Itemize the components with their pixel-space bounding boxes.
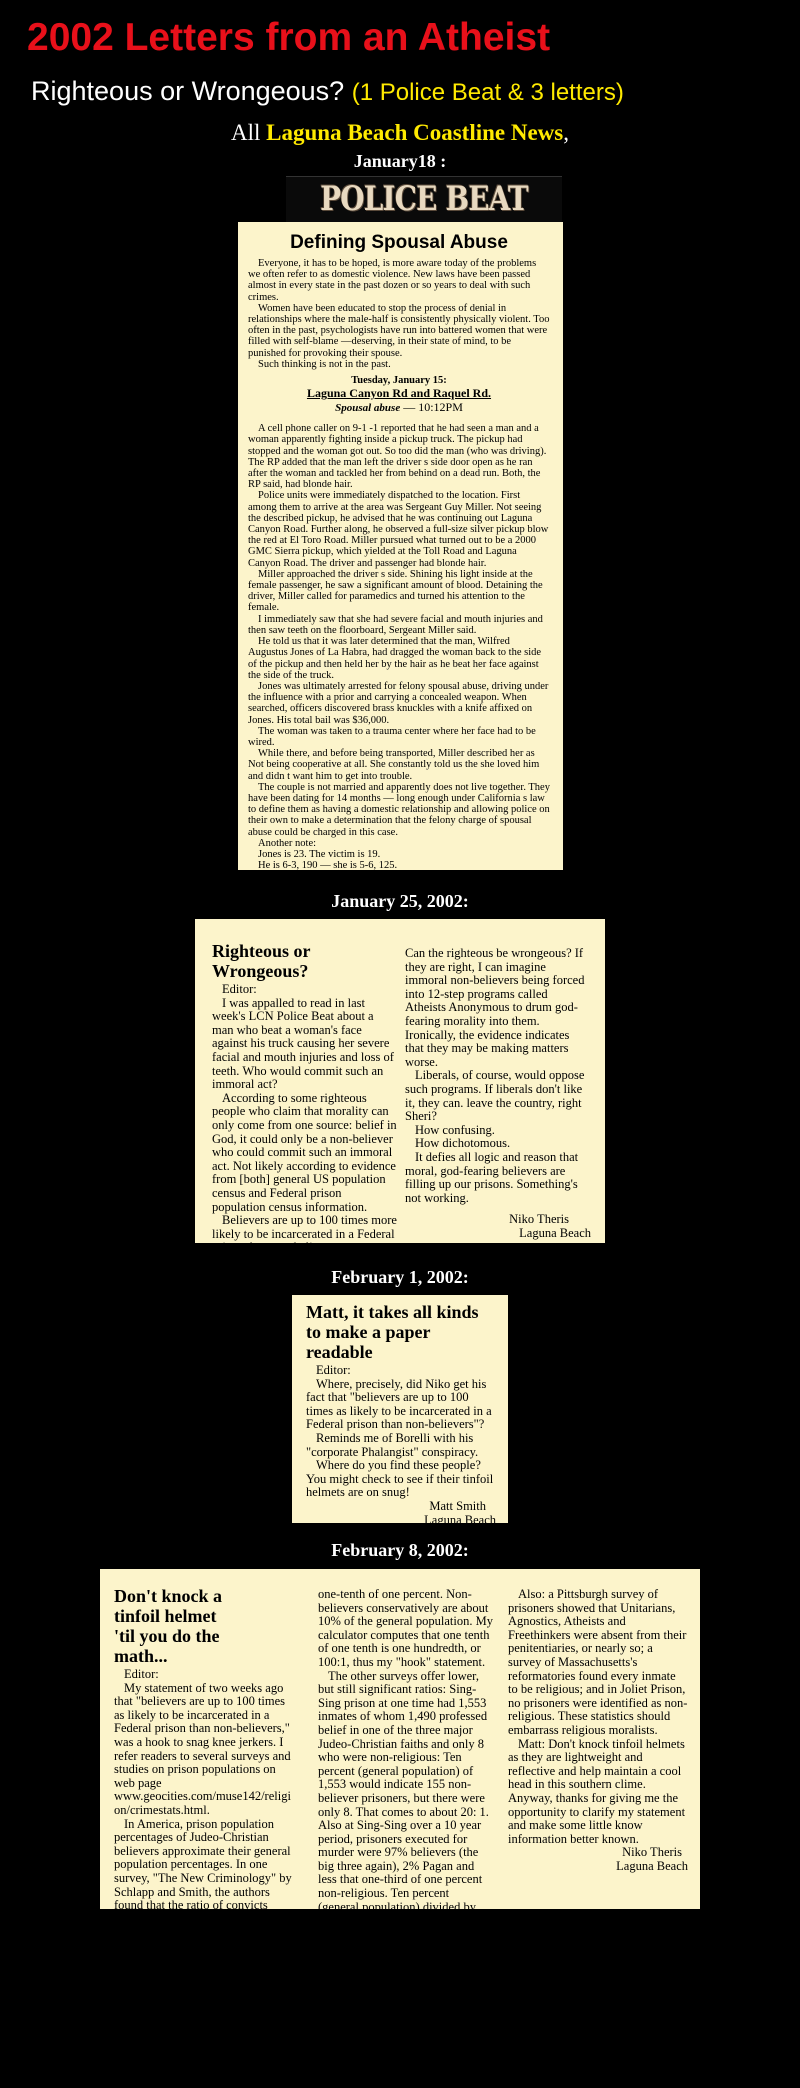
police-beat-location: Laguna Canyon Rd and Raquel Rd.: [306, 386, 492, 401]
body-paragraph: Police units were immediately dispatched to the location. First among them to arrive at the area was Sergeant Guy Miller. Not seeing the described pickup, he advised that he was continuing out Laguna Canyon Road. Further along, he observed a full-size silver pickup blow the red at El Toro Road. Miller pursued what turned out to be a 2000 GMC Sierra pickup, which yielded at the Toll Road and Laguna Canyon Road. The driver and passenger had blonde hair.: [248, 490, 549, 569]
police-beat-intro: [248, 258, 550, 370]
police-beat-banner-text: POLICE BEAT: [320, 179, 528, 219]
letter1-paragraph: Liberals, of course, would oppose such programs. If liberals don't like it, they can. leave the country, right Sheri?: [405, 1068, 585, 1124]
letter2-salutation: Editor:: [316, 1363, 351, 1377]
letter3-heading: Don't knock a tinfoil helmet 'til you do the math...: [114, 1586, 223, 1666]
publication-line: [0, 120, 800, 146]
body-paragraph: He told us that it was later determined that the man, Wilfred Augustus Jones of La Habra, had dragged the woman back to the side of the pickup and then held her by the hair as he beat her face against the side of the truck.: [248, 636, 542, 681]
police-beat-incident: [248, 400, 550, 415]
letter3-paragraph: Also: a Pittsburgh survey of prisoners showed that Unitarians, Agnostics, Atheists and Freethinkers were absent from their penitentiaries, or nearly so; a survey of Massachusetts's reformatories found every inmate to be religious; and in Joliet Prison, no prisoners were identified as non-religious. These statistics should embarrass religious moralists.: [508, 1587, 688, 1737]
date-heading-feb8: February 8, 2002:: [331, 1540, 469, 1560]
letter3-col1: [114, 1586, 296, 1926]
paper-name: Laguna Beach Coastline News: [266, 120, 564, 145]
letter2-heading: Matt, it takes all kinds to make a paper readable: [306, 1302, 479, 1362]
body-paragraph: A cell phone caller on 9-1 -1 reported that he had seen a man and a woman apparently fighting inside a pickup truck. The pickup had stopped and the woman got out. So too did the man (who was driving). The RP added that the man left the driver s side door open as he ran after the woman and tackled her from behind on a dead run. Both, the RP said, had blonde hair.: [248, 423, 547, 491]
letter1-paragraph: Believers are up to 100 times more likely to be incarcerated in a Federal prison than non-believers.: [212, 1213, 397, 1255]
intro-paragraph: Such thinking is not in the past.: [258, 358, 391, 370]
body-paragraph: Miller approached the driver s side. Shining his light inside at the female passenger, he saw a significant amount of blood. Detaining the driver, Miller called for paramedics and turned his attention to the female.: [248, 568, 543, 614]
letter2-panel: [292, 1295, 508, 1527]
police-beat-banner: [286, 176, 562, 223]
police-beat-dateline: Tuesday, January 15:: [351, 375, 447, 387]
note-line: He is 6-3, 190 — she is 5-6, 125.: [258, 860, 398, 872]
police-beat-panel: [238, 222, 563, 870]
letter3-paragraph: one-tenth of one percent. Non-believers conservatively are about 10% of the general population. My calculator computes that one tenth of one tenth is one hundredth, or 100:1, thus my "hook" statement.: [318, 1587, 493, 1669]
letter3-paragraph: The other surveys offer lower, but still significant ratios: Sing-Sing prison at one time had 1,553 inmates of whom 1,490 professed belief in one of the three major Judeo-Christian faiths and only 8 who were non-religious: Ten percent (general population) of 1,553 would indicate 155 non-believer prisoners, but there were only 8. That comes to about 20: 1. Also at Sing-Sing over a 10 year period, prisoners executed for murder were 97% believers (the big three again), 2% Pagan and less that one-third of one percent non-religious. Ten percent (general population) divided by 0.3 percent (prison population) is 33:1.: [318, 1668, 489, 1941]
letter1-heading: Righteous or Wrongeous?: [212, 941, 311, 981]
body-paragraph: The couple is not married and apparently does not live together. They have been dating for 14 months — long enough under California s law to define them as having a domestic relationship and allowing police on their own to make a determination that the felony charge of spousal abuse could be charged in this case.: [248, 781, 550, 838]
letter3-panel: [100, 1569, 700, 1941]
letter1-paragraph: How confusing.: [415, 1122, 495, 1137]
letter3-paragraph: Matt: Don't knock tinfoil helmets as they are lightweight and reflective and help maintain a cool head in this southern clime. Anyway, thanks for giving me the opportunity to clarify my statement and make some little know information better known.: [508, 1736, 686, 1846]
letter1-salutation: Editor:: [222, 982, 257, 996]
subtitle-note: (1 Police Beat & 3 letters): [351, 79, 624, 106]
body-paragraph: While there, and before being transported, Miller described her as Not being cooperative at all. She constantly told us the she loved him and didn t want him to get into trouble.: [248, 748, 540, 782]
all-suffix: ,: [563, 120, 569, 145]
letter2-signature: Matt Smith: [429, 1498, 486, 1513]
subtitle-main: Righteous or Wrongeous?: [31, 76, 345, 106]
letter2-paragraph: Reminds me of Borelli with his "corporate Phalangist" conspiracy.: [306, 1430, 479, 1459]
date-heading-jan25: January 25, 2002:: [331, 891, 469, 911]
letter2-body: [306, 1364, 496, 1527]
body-paragraph: The woman was taken to a trauma center where her face had to be wired.: [248, 725, 536, 748]
police-beat-body: [248, 423, 550, 871]
note-label: Another note:: [258, 837, 317, 849]
letter1-paragraph: I was appalled to read in last week's LCN Police Beat about a man who beat a woman's face against his truck causing her severe facial and mouth injuries and loss of teeth. Who would commit such an immoral act?: [212, 995, 394, 1092]
letter3-salutation: Editor:: [124, 1667, 159, 1681]
date-heading-feb1: February 1, 2002:: [331, 1267, 469, 1287]
all-prefix: All: [231, 120, 261, 145]
letter1-paragraph: According to some righteous people who claim that morality can only come from one source: belief in God, it could only be a non-believer who could commit such an immoral act. Not likely according to evidence from [both] general US population census and Federal prison population census information.: [212, 1090, 397, 1214]
letter1-paragraph: Can the righteous be wrongeous? If they are right, I can imagine immoral non-believers being forced into 12-step programs called Atheists Anonymous to drum god-fearing morality into them. Ironically, the evidence indicates that they may be making matters worse.: [405, 946, 585, 1069]
letter2-city: Laguna Beach: [424, 1512, 496, 1527]
page-subtitle: [31, 76, 624, 107]
letter3-paragraph: In America, prison population percentages of Judeo-Christian believers approximate their general population percentages. In one survey, "The New Criminology" by Schlapp and Smith, the authors found that the ratio of convicts without religious training is about: [114, 1816, 292, 1926]
intro-paragraph: Everyone, it has to be hoped, is more aware today of the problems we often refer to as domestic violence. New laws have been passed almost in every state in the past dozen or so years to deal with such crimes.: [248, 258, 537, 303]
letter1-paragraph: How dichotomous.: [415, 1136, 511, 1151]
letter3-signature: Niko Theris: [622, 1845, 682, 1860]
incident-type: Spousal abuse: [335, 402, 401, 415]
letter3-paragraph: My statement of two weeks ago that "believers are up to 100 times as likely to be incarcerated in a Federal prison than non-believers," was a hook to snag knee jerkers. I refer readers to several surveys and studies on prison populations on web page www.geocities.com/muse142/religion/crimestats.html.: [114, 1680, 291, 1817]
body-paragraph: I immediately saw that she had severe facial and mouth injuries and then saw teeth on the floorboard, Sergeant Miller said.: [248, 613, 543, 636]
letter1-col1: [212, 941, 398, 1255]
letter3-col3: [508, 1588, 688, 1873]
letter3-col2: [318, 1588, 493, 1941]
page-title: 2002 Letters from an Atheist: [27, 16, 551, 59]
intro-paragraph: Women have been educated to stop the process of denial in relationships where the male-half is consistently physically violent. Too often in the past, psychologists have run into battered women that were filled with self-blame —deserving, in their state of mind, to be punished for provoking their spouse.: [248, 302, 550, 359]
note-line: Jones is 23. The victim is 19.: [258, 848, 381, 860]
letter1-city: Laguna Beach: [519, 1225, 591, 1240]
police-beat-heading: Defining Spousal Abuse: [290, 232, 508, 253]
date-heading-jan18: January18 :: [353, 151, 447, 171]
letter1-panel: [195, 919, 605, 1255]
letter3-city: Laguna Beach: [616, 1858, 688, 1873]
body-paragraph: Jones was ultimately arrested for felony spousal abuse, driving under the influence with a prior and carrying a concealed weapon. When searched, officers discovered brass knuckles with a knife affixed on Jones. His total bail was $36,000.: [248, 680, 549, 726]
letter2-paragraph: Where do you find these people? You might check to see if their tinfoil helmets are on snug!: [306, 1458, 494, 1500]
letter1-col2: [405, 947, 591, 1240]
letter1-signature: Niko Theris: [509, 1212, 569, 1227]
incident-time: — 10:12PM: [403, 400, 463, 415]
letter2-paragraph: Where, precisely, did Niko get his fact that "believers are up to 100 times as likely to be incarcerated in a Federal prison than non-believers"?: [306, 1376, 492, 1432]
letter1-paragraph: It defies all logic and reason that moral, god-fearing believers are filling up our prisons. Something's not working.: [405, 1149, 579, 1205]
